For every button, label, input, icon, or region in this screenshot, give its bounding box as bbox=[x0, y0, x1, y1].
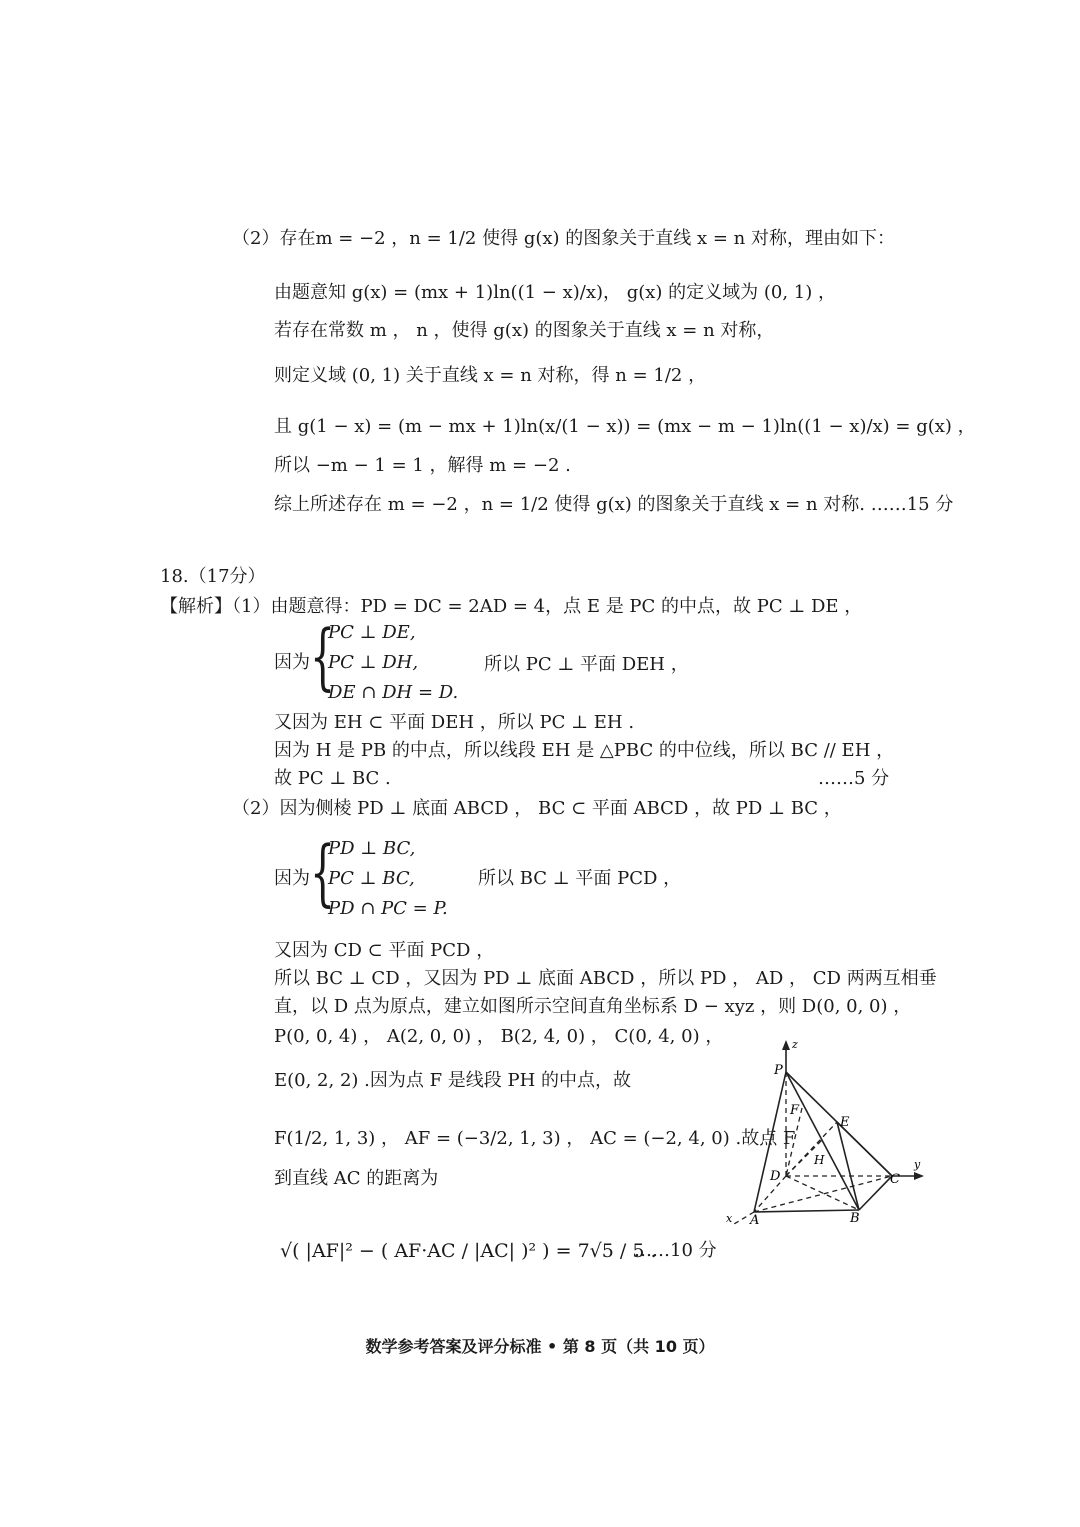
part2-intro: （2）存在m = −2 ，n = 1/2 使得 g(x) 的图象关于直线 x = n 对称，理由如下： bbox=[232, 228, 895, 249]
score-5: ……5 分 bbox=[818, 768, 890, 789]
label-E: E bbox=[840, 1115, 850, 1130]
label-F: F bbox=[790, 1103, 800, 1118]
proof-line-2: 若存在常数 m ， n ，使得 g(x) 的图象关于直线 x = n 对称， bbox=[274, 320, 775, 341]
proof-line-5: 所以 −m − 1 = 1 ，解得 m = −2 . bbox=[274, 455, 571, 476]
proof-line: P(0, 0, 4) ， A(2, 0, 0) ， B(2, 4, 0) ， C(0, 4, 0) ， bbox=[274, 1026, 724, 1047]
proof-line-4: 且 g(1 − x) = (m − mx + 1)ln(x/(1 − x)) = (mx − m − 1)ln((1 − x)/x) = g(x) ， bbox=[274, 416, 976, 437]
proof-line: 到直线 AC 的距离为 bbox=[274, 1168, 439, 1189]
system1-line: DE ∩ DH = D. bbox=[328, 682, 459, 703]
proof-line: F(1/2, 1, 3) ， AF = (−3/2, 1, 3) ， AC = (−2, 4, 0) .故点 F bbox=[274, 1128, 796, 1149]
system2-line: PC ⊥ BC, bbox=[328, 868, 415, 889]
system1-line: PC ⊥ DH, bbox=[328, 652, 419, 673]
label-H: H bbox=[814, 1153, 825, 1167]
system1-brace: { bbox=[310, 614, 336, 698]
system1-conclusion: 所以 PC ⊥ 平面 DEH ， bbox=[484, 654, 689, 675]
label-x: x bbox=[726, 1212, 733, 1225]
score-10: ……10 分 bbox=[634, 1240, 717, 1261]
system2-lead: 因为 bbox=[274, 868, 310, 889]
proof-line: 因为 H 是 PB 的中点，所以线段 EH 是 △PBC 的中位线，所以 BC // EH ， bbox=[274, 740, 895, 761]
system1-line: PC ⊥ DE, bbox=[328, 622, 416, 643]
system2-line: PD ∩ PC = P. bbox=[328, 898, 448, 919]
system2-brace: { bbox=[310, 830, 336, 914]
proof-line: 所以 BC ⊥ CD ，又因为 PD ⊥ 底面 ABCD ，所以 PD ， AD ， CD 两两互相垂 bbox=[274, 968, 937, 989]
question-18-part2: （2）因为侧棱 PD ⊥ 底面 ABCD ， BC ⊂ 平面 ABCD ，故 PD ⊥ BC ， bbox=[232, 798, 842, 819]
question-18-header: 18.（17分） bbox=[160, 566, 266, 587]
distance-formula: √( |AF|² − ( AF·AC / |AC| )² ) = 7√5 / 5 . bbox=[280, 1240, 657, 1262]
proof-line-3: 则定义域 (0, 1) 关于直线 x = n 对称，得 n = 1/2 ， bbox=[274, 365, 707, 386]
label-z: z bbox=[792, 1038, 798, 1051]
proof-line: E(0, 2, 2) .因为点 F 是线段 PH 的中点，故 bbox=[274, 1070, 632, 1091]
proof-line: 直，以 D 点为原点，建立如图所示空间直角坐标系 D − xyz ，则 D(0, 0, 0) ， bbox=[274, 996, 912, 1017]
system2-conclusion: 所以 BC ⊥ 平面 PCD ， bbox=[478, 868, 682, 889]
label-y: y bbox=[914, 1158, 921, 1171]
page-footer: 数学参考答案及评分标准 • 第 8 页（共 10 页） bbox=[365, 1337, 715, 1356]
proof-line: 故 PC ⊥ BC . bbox=[274, 768, 391, 789]
proof-line-1: 由题意知 g(x) = (mx + 1)ln((1 − x)/x)， g(x) 的定义域为 (0, 1) ， bbox=[274, 282, 836, 303]
proof-line: 又因为 CD ⊂ 平面 PCD ， bbox=[274, 940, 495, 961]
pyramid-figure bbox=[724, 1036, 924, 1236]
label-P: P bbox=[774, 1063, 783, 1078]
question-18-part1: 【解析】（1）由题意得：PD = DC = 2AD = 4，点 E 是 PC 的中点，故 PC ⊥ DE ， bbox=[160, 596, 863, 617]
system2-line: PD ⊥ BC, bbox=[328, 838, 416, 859]
label-A: A bbox=[750, 1213, 760, 1228]
system1-lead: 因为 bbox=[274, 652, 310, 673]
proof-line: 又因为 EH ⊂ 平面 DEH ，所以 PC ⊥ EH . bbox=[274, 712, 635, 733]
proof-line-6: 综上所述存在 m = −2 ，n = 1/2 使得 g(x) 的图象关于直线 x = n 对称. ……15 分 bbox=[274, 494, 954, 515]
label-C: C bbox=[890, 1172, 900, 1187]
label-D: D bbox=[770, 1169, 781, 1184]
label-B: B bbox=[850, 1211, 860, 1226]
